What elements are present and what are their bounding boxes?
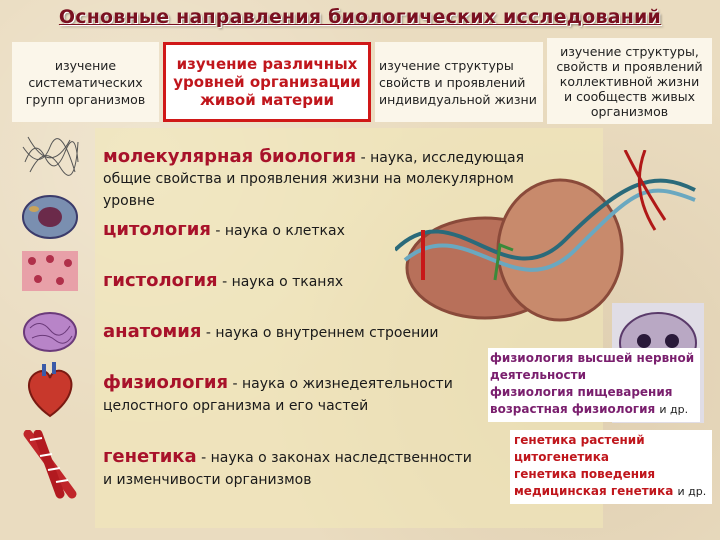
box4-line4: и сообществ живых	[564, 88, 695, 104]
physiology-line	[103, 372, 453, 393]
box4-line5: организмов	[590, 103, 669, 119]
def-genetics: - наука о законах наследственности	[201, 450, 472, 466]
genetics-branches-box	[510, 430, 712, 504]
def-physiology: - наука о жизнедеятельности	[232, 376, 453, 392]
term-molecular-biology: молекулярная биология	[103, 146, 357, 167]
genetics-branch-plants: генетика растений	[514, 433, 645, 447]
def-histology: - наука о тканях	[222, 274, 344, 290]
genetics-etc: и др.	[677, 485, 707, 498]
box3-line2: свойств и проявлений	[379, 74, 526, 90]
box1-line2: систематических	[28, 74, 143, 90]
page-title: Основные направления биологических исследований	[58, 6, 662, 28]
box2-line3: живой материи	[200, 91, 334, 109]
anatomy-line	[103, 321, 438, 342]
term-anatomy: анатомия	[103, 321, 202, 342]
box2-line1: изучение различных	[176, 55, 358, 73]
box4-line1: изучение структуры,	[560, 43, 699, 59]
box-systematic-groups	[12, 42, 159, 122]
cytology-line	[103, 219, 345, 240]
physiology-branch-age: возрастная физиология	[490, 402, 656, 416]
box3-line1: изучение структуры	[379, 57, 514, 73]
box1-line3: групп организмов	[25, 91, 146, 107]
molecular-def-line2: общие свойства и проявления жизни на молекулярном	[103, 171, 514, 187]
tissue-icon	[20, 247, 80, 295]
def-cytology: - наука о клетках	[215, 223, 345, 239]
box2-line2: уровней организации	[173, 73, 361, 91]
physiology-branch-hnd-cont: деятельности	[490, 368, 587, 382]
histology-line	[103, 270, 343, 291]
cell-icon	[20, 193, 80, 241]
box-organization-levels	[163, 42, 371, 122]
genetics-def-line2: и изменчивости организмов	[103, 472, 312, 488]
box3-line3: индивидуальной жизни	[379, 91, 537, 107]
molecular-biology-line	[103, 146, 524, 167]
genetics-branch-medical: медицинская генетика	[514, 484, 674, 498]
term-histology: гистология	[103, 270, 218, 291]
box4-line2: свойств и проявлений	[556, 58, 703, 74]
box-collective-life	[547, 38, 712, 124]
box1-line1: изучение	[54, 57, 117, 73]
term-cytology: цитология	[103, 219, 211, 240]
physiology-branch-digestion: физиология пищеварения	[490, 385, 673, 399]
box-individual-life	[375, 42, 543, 122]
protein-structure-icon	[20, 132, 80, 180]
chromosome-icon	[20, 430, 80, 478]
physiology-branches-box	[488, 348, 700, 422]
term-genetics: генетика	[103, 446, 197, 467]
def-molecular-biology: - наука, исследующая	[360, 150, 525, 166]
term-physiology: физиология	[103, 372, 229, 393]
brain-icon	[20, 308, 80, 356]
genetics-line	[103, 446, 472, 467]
def-anatomy: - наука о внутреннем строении	[205, 325, 439, 341]
physiology-branch-hnd: физиология высшей нервной	[490, 351, 695, 365]
genetics-branch-cyto: цитогенетика	[514, 450, 609, 464]
molecular-def-line3: уровне	[103, 193, 155, 209]
genetics-branch-behavior: генетика поведения	[514, 467, 656, 481]
box4-line3: коллективной жизни	[559, 73, 700, 89]
physiology-etc: и др.	[659, 403, 689, 416]
heart-icon	[20, 360, 80, 408]
physiology-def-line2: целостного организма и его частей	[103, 398, 369, 414]
